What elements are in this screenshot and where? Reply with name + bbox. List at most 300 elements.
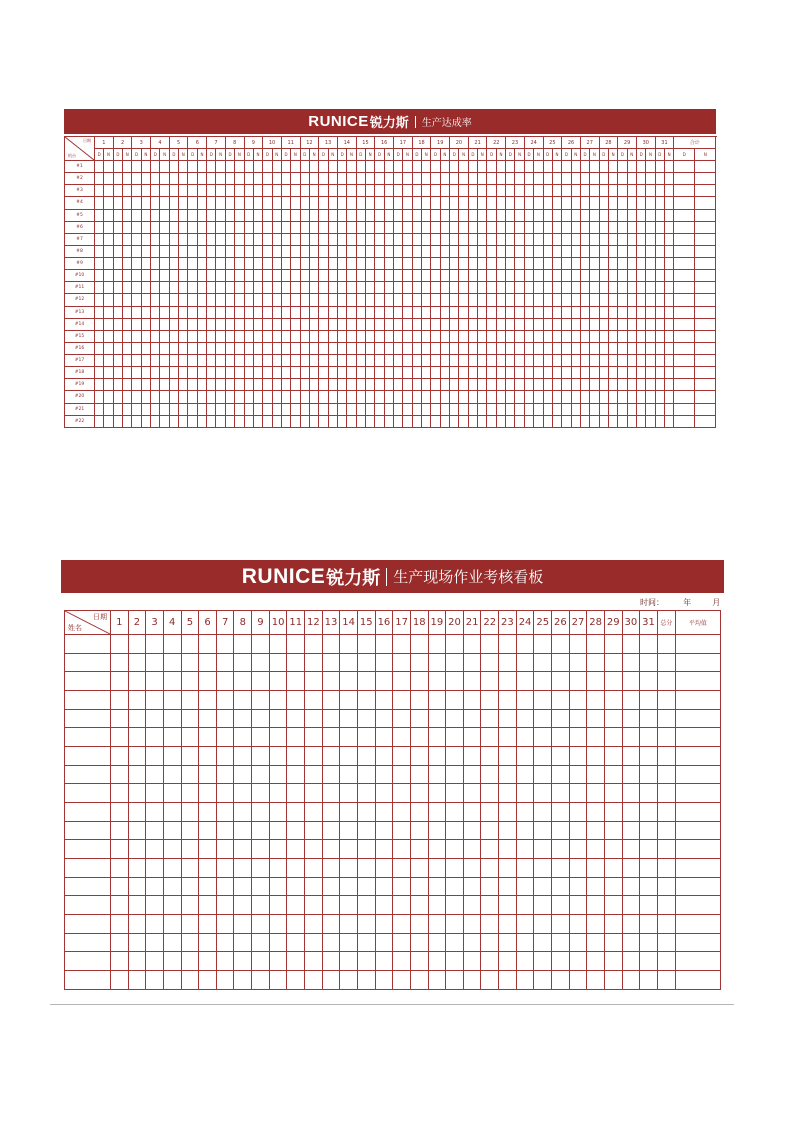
board1-cell — [665, 210, 674, 222]
board1-cell — [590, 319, 599, 331]
board1-cell — [245, 319, 254, 331]
board1-cell — [114, 404, 123, 416]
board1-cell — [609, 270, 618, 282]
board1-shift-header: D — [450, 149, 459, 161]
board2-cell — [234, 915, 252, 934]
board1-cell — [366, 173, 375, 185]
board1-cell — [338, 185, 347, 197]
board1-cell — [478, 197, 487, 209]
board1-cell — [235, 258, 244, 270]
board1-shift-header: D — [114, 149, 123, 161]
board2-cell — [129, 728, 147, 747]
board2-cell — [640, 635, 658, 654]
board1-cell — [235, 197, 244, 209]
board1-cell — [403, 379, 412, 391]
board1-cell — [403, 343, 412, 355]
board2-title: 生产现场作业考核看板 — [393, 568, 544, 586]
board1-cell — [600, 391, 609, 403]
board2-cell — [234, 691, 252, 710]
board2-cell — [376, 766, 394, 785]
board1-cell — [291, 246, 300, 258]
board1-cell — [123, 197, 132, 209]
board1-cell — [450, 161, 459, 173]
board1-cell — [142, 307, 151, 319]
board1-cell — [553, 404, 562, 416]
board1-shift-header: D — [282, 149, 291, 161]
board1-cell — [581, 185, 590, 197]
board1-cell — [553, 367, 562, 379]
board2-cell — [252, 747, 270, 766]
board1-cell — [413, 416, 422, 428]
board1-cell — [441, 210, 450, 222]
board1-cell — [695, 355, 716, 367]
board1-cell — [497, 222, 506, 234]
board1-cell — [385, 222, 394, 234]
board2-cell — [164, 766, 182, 785]
board2-cell — [587, 672, 605, 691]
board1-cell — [695, 404, 716, 416]
board2-cell — [464, 878, 482, 897]
board1-row-label: #4 — [65, 197, 95, 209]
board1-cell — [590, 173, 599, 185]
board1-cell — [553, 294, 562, 306]
board1-cell — [282, 355, 291, 367]
board1-cell — [282, 404, 291, 416]
board1-cell — [628, 319, 637, 331]
board2-cell — [199, 728, 217, 747]
board2-cell — [676, 766, 721, 785]
board1-cell — [291, 355, 300, 367]
board1-cell — [487, 222, 496, 234]
board1-cell — [695, 343, 716, 355]
board2-cell — [358, 654, 376, 673]
board1-row-label: #20 — [65, 391, 95, 403]
board1-cell — [609, 246, 618, 258]
board1-cell — [665, 282, 674, 294]
board1-cell — [506, 210, 515, 222]
board2-cell — [393, 934, 411, 953]
board1-cell — [600, 282, 609, 294]
board1-cell — [160, 246, 169, 258]
board1-cell — [235, 246, 244, 258]
board2-cell — [393, 654, 411, 673]
board1-cell — [478, 343, 487, 355]
board1-cell — [431, 185, 440, 197]
board1-cell — [347, 331, 356, 343]
board1-cell — [95, 185, 104, 197]
board1-cell — [282, 173, 291, 185]
board1-cell — [95, 258, 104, 270]
board1-cell — [132, 367, 141, 379]
board1-cell — [581, 234, 590, 246]
board1-cell — [198, 173, 207, 185]
board1-cell — [515, 222, 524, 234]
board2-cell — [270, 878, 288, 897]
board2-cell — [234, 952, 252, 971]
board1-cell — [357, 404, 366, 416]
board1-cell — [628, 222, 637, 234]
board1-cell — [618, 343, 627, 355]
board1-cell — [198, 343, 207, 355]
board1-cell — [544, 379, 553, 391]
board1-cell — [123, 258, 132, 270]
board2-cell — [570, 822, 588, 841]
board1-cell — [581, 307, 590, 319]
board1-cell — [469, 319, 478, 331]
board1-cell — [431, 282, 440, 294]
board2-cell — [676, 654, 721, 673]
board2-cell — [199, 710, 217, 729]
board2-cell — [658, 952, 676, 971]
board1-cell — [674, 161, 695, 173]
board1-cell — [413, 222, 422, 234]
board1-cell — [347, 416, 356, 428]
board1-cell — [375, 282, 384, 294]
board1-cell — [160, 416, 169, 428]
board1-cell — [273, 197, 282, 209]
board1-cell — [263, 404, 272, 416]
board1-cell — [534, 270, 543, 282]
board1-cell — [656, 270, 665, 282]
board1-cell — [151, 210, 160, 222]
board1-cell — [188, 258, 197, 270]
board2-cell — [164, 654, 182, 673]
board1-cell — [235, 222, 244, 234]
board1-cell — [282, 379, 291, 391]
board1-cell — [544, 222, 553, 234]
board1-cell — [132, 404, 141, 416]
board2-cell — [623, 878, 641, 897]
board2-cell — [340, 728, 358, 747]
board1-cell — [572, 391, 581, 403]
board1-cell — [695, 222, 716, 234]
board1-cell — [179, 355, 188, 367]
board2-cell — [182, 878, 200, 897]
board1-cell — [674, 367, 695, 379]
board1-cell — [553, 319, 562, 331]
board1-shift-header: N — [403, 149, 412, 161]
board1-cell — [431, 173, 440, 185]
board2-cell — [481, 896, 499, 915]
board2-cell — [234, 896, 252, 915]
board1-cell — [385, 343, 394, 355]
board2-cell — [605, 747, 623, 766]
board2-cell — [217, 784, 235, 803]
board1-cell — [478, 355, 487, 367]
board1-cell — [216, 367, 225, 379]
board2-cell — [129, 672, 147, 691]
board2-cell — [411, 803, 429, 822]
board2-cell — [464, 691, 482, 710]
board2-cell — [587, 915, 605, 934]
board2-day-header: 24 — [517, 611, 535, 635]
board1-cell — [254, 282, 263, 294]
board2-cell — [605, 915, 623, 934]
board1-cell — [273, 210, 282, 222]
board1-cell — [562, 391, 571, 403]
board1-day-header: 22 — [487, 137, 506, 149]
board1-cell — [179, 246, 188, 258]
board1-cell — [385, 404, 394, 416]
board1-cell — [459, 404, 468, 416]
board1-cell — [544, 307, 553, 319]
board1-cell — [403, 416, 412, 428]
board1-cell — [506, 246, 515, 258]
board1-cell — [151, 416, 160, 428]
board1-cell — [357, 319, 366, 331]
board1-cell — [170, 294, 179, 306]
board2-cell — [376, 822, 394, 841]
board1-cell — [469, 161, 478, 173]
board1-cell — [301, 246, 310, 258]
board1-cell — [301, 391, 310, 403]
board1-cell — [357, 173, 366, 185]
board1-cell — [450, 210, 459, 222]
board1-cell — [628, 173, 637, 185]
board1-cell — [590, 270, 599, 282]
board1-cell — [301, 258, 310, 270]
board1-cell — [375, 307, 384, 319]
board1-cell — [114, 367, 123, 379]
board1-cell — [534, 197, 543, 209]
board1-cell — [628, 294, 637, 306]
board1-cell — [515, 367, 524, 379]
board2-average-header: 平均值 — [676, 611, 721, 635]
board2-cell — [146, 822, 164, 841]
board2-cell — [340, 654, 358, 673]
board1-cell — [385, 294, 394, 306]
board1-cell — [170, 282, 179, 294]
board1-cell — [469, 331, 478, 343]
board1-cell — [403, 331, 412, 343]
board1-cell — [273, 404, 282, 416]
board1-cell — [226, 343, 235, 355]
board1-cell — [357, 258, 366, 270]
board1-cell — [291, 416, 300, 428]
board1-cell — [487, 210, 496, 222]
board1-cell — [357, 391, 366, 403]
board2-cell — [676, 710, 721, 729]
board1-cell — [319, 331, 328, 343]
board1-cell — [628, 270, 637, 282]
board1-cell — [506, 294, 515, 306]
board1-cell — [179, 343, 188, 355]
board1-cell — [469, 404, 478, 416]
board2-cell — [676, 803, 721, 822]
board2-cell — [305, 728, 323, 747]
board1-cell — [198, 294, 207, 306]
board1-cell — [553, 173, 562, 185]
board1-shift-header: D — [637, 149, 646, 161]
board2-cell — [340, 896, 358, 915]
board1-shift-header: N — [179, 149, 188, 161]
board1-cell — [160, 210, 169, 222]
board2-cell — [570, 747, 588, 766]
board1-cell — [319, 416, 328, 428]
board1-cell — [338, 161, 347, 173]
board1-cell — [422, 307, 431, 319]
board2-cell — [429, 654, 447, 673]
board1-cell — [226, 197, 235, 209]
board2-cell — [217, 896, 235, 915]
board1-cell — [581, 210, 590, 222]
board1-cell — [525, 294, 534, 306]
board2-cell — [464, 952, 482, 971]
board1-shift-header: D — [357, 149, 366, 161]
board2-cell — [234, 710, 252, 729]
board2-name-cell — [65, 672, 111, 691]
board1-cell — [132, 282, 141, 294]
board1-cell — [282, 161, 291, 173]
board1-cell — [581, 222, 590, 234]
board1-cell — [151, 161, 160, 173]
board1-cell — [506, 331, 515, 343]
board1-cell — [216, 416, 225, 428]
board2-cell — [146, 859, 164, 878]
board1-cell — [572, 234, 581, 246]
board2-cell — [658, 672, 676, 691]
board1-cell — [544, 210, 553, 222]
board2-cell — [270, 654, 288, 673]
board1-cell — [590, 307, 599, 319]
board2-cell — [393, 878, 411, 897]
board2-cell — [517, 635, 535, 654]
board1-cell — [665, 355, 674, 367]
board1-cell — [347, 222, 356, 234]
board1-cell — [422, 234, 431, 246]
board1-cell — [291, 307, 300, 319]
board1-cell — [151, 197, 160, 209]
board2-cell — [393, 840, 411, 859]
board2-name-cell — [65, 747, 111, 766]
board1-cell — [216, 391, 225, 403]
board1-cell — [525, 161, 534, 173]
board1-cell — [301, 173, 310, 185]
board1-cell — [506, 404, 515, 416]
board1-row-label: #15 — [65, 331, 95, 343]
board1-cell — [618, 282, 627, 294]
board2-cell — [481, 635, 499, 654]
board1-cell — [637, 319, 646, 331]
board1-cell — [263, 197, 272, 209]
board2-cell — [446, 803, 464, 822]
board1-cell — [600, 294, 609, 306]
board1-cell — [590, 294, 599, 306]
board2-cell — [676, 915, 721, 934]
board1-cell — [525, 331, 534, 343]
board2-cell — [623, 747, 641, 766]
board2-cell — [323, 822, 341, 841]
board1-cell — [170, 343, 179, 355]
board1-cell — [170, 222, 179, 234]
board1-cell — [459, 173, 468, 185]
board1-cell — [357, 161, 366, 173]
board2-cell — [323, 747, 341, 766]
board1-cell — [637, 391, 646, 403]
board1-cell — [338, 258, 347, 270]
board1-cell — [674, 404, 695, 416]
board1-shift-header: D — [226, 149, 235, 161]
board1-cell — [562, 319, 571, 331]
board1-cell — [179, 185, 188, 197]
board2-cell — [411, 934, 429, 953]
board1-cell — [273, 173, 282, 185]
board1-cell — [637, 185, 646, 197]
board2-cell — [623, 896, 641, 915]
board1-cell — [104, 319, 113, 331]
board1-cell — [301, 343, 310, 355]
board1-cell — [469, 270, 478, 282]
board1-cell — [665, 222, 674, 234]
board1-cell — [665, 197, 674, 209]
board1-cell — [95, 416, 104, 428]
board1-cell — [618, 391, 627, 403]
board2-cell — [446, 934, 464, 953]
board1-cell — [695, 161, 716, 173]
board2-cell — [570, 878, 588, 897]
board1-row-label: #14 — [65, 319, 95, 331]
board1-cell — [674, 258, 695, 270]
board2-cell — [640, 691, 658, 710]
board2-cell — [411, 952, 429, 971]
board2-cell — [129, 747, 147, 766]
board2-cell — [182, 915, 200, 934]
board2-cell — [164, 635, 182, 654]
board1-cell — [600, 343, 609, 355]
board1-cell — [637, 173, 646, 185]
board1-shift-header: N — [160, 149, 169, 161]
board1-cell — [515, 173, 524, 185]
board1-cell — [572, 355, 581, 367]
board2-cell — [252, 654, 270, 673]
board2-cell — [393, 803, 411, 822]
board1-cell — [207, 343, 216, 355]
board1-cell — [226, 161, 235, 173]
board1-cell — [142, 343, 151, 355]
board1-cell — [142, 246, 151, 258]
board2-cell — [658, 971, 676, 990]
board2-cell — [481, 840, 499, 859]
board1-cell — [394, 416, 403, 428]
board2-cell — [323, 672, 341, 691]
board1-cell — [637, 355, 646, 367]
board1-cell — [394, 331, 403, 343]
board1-cell — [310, 331, 319, 343]
board1-cell — [403, 294, 412, 306]
board2-cell — [446, 710, 464, 729]
board1-cell — [254, 379, 263, 391]
board1-cell — [609, 416, 618, 428]
board1-cell — [497, 319, 506, 331]
board2-cell — [287, 952, 305, 971]
board1-cell — [263, 258, 272, 270]
board1-cell — [544, 331, 553, 343]
board1-cell — [282, 307, 291, 319]
board1-cell — [618, 246, 627, 258]
board2-cell — [287, 672, 305, 691]
board2-name-cell — [65, 654, 111, 673]
board1-cell — [291, 210, 300, 222]
board1-row-label: #5 — [65, 210, 95, 222]
board1-cell — [581, 404, 590, 416]
board2-cell — [534, 635, 552, 654]
board1-cell — [422, 355, 431, 367]
board2-cell — [217, 710, 235, 729]
board1-cell — [385, 161, 394, 173]
board1-cell — [469, 343, 478, 355]
board1-cell — [151, 391, 160, 403]
board1-cell — [497, 379, 506, 391]
